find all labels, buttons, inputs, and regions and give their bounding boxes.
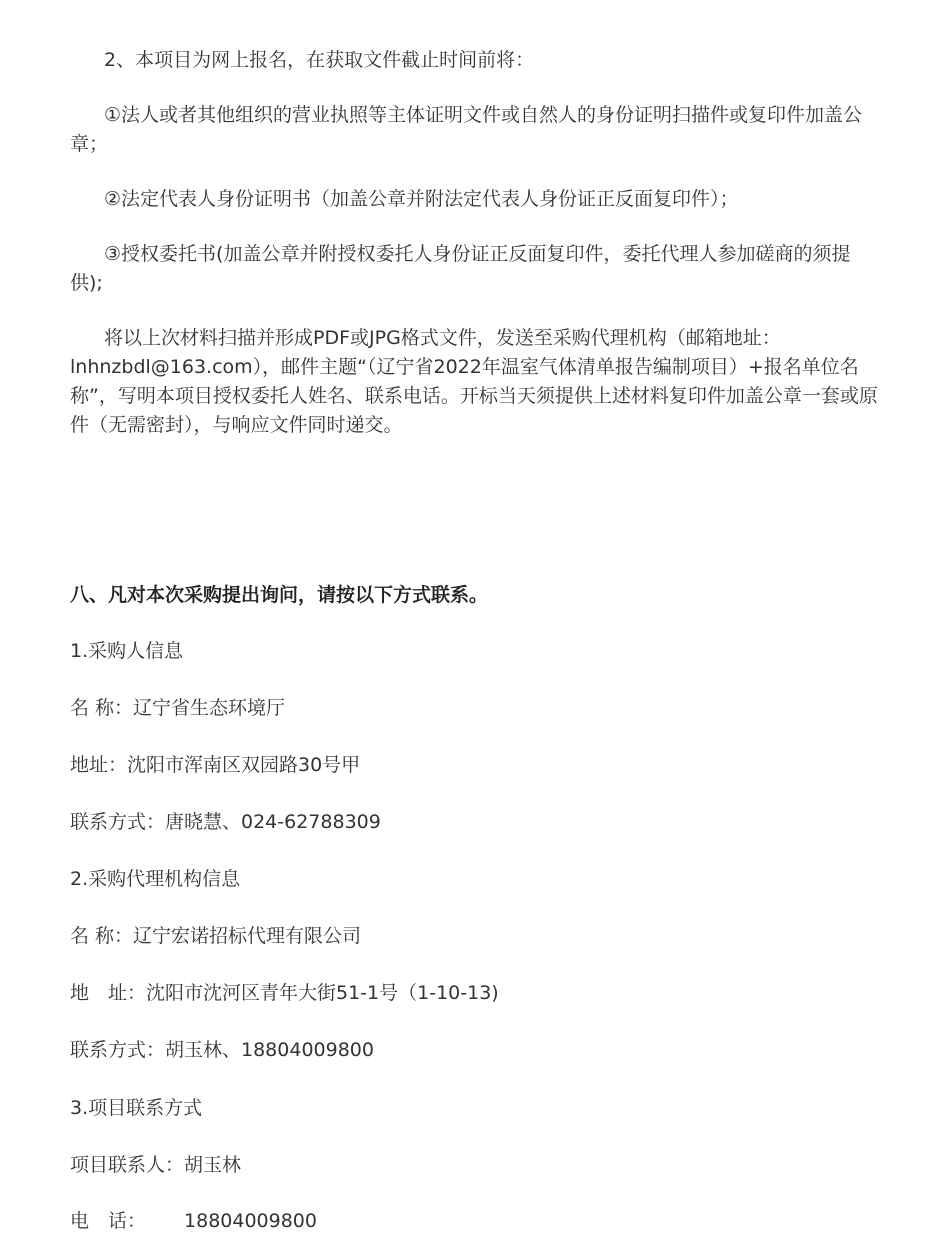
purchaser-phone: 联系方式：唐晓慧、024-62788309: [70, 811, 381, 833]
registration-intro: 2、本项目为网上报名，在获取文件截止时间前将：: [104, 49, 535, 71]
project-phone-label: 电 话：: [70, 1210, 147, 1232]
registration-submission-note: 将以上次材料扫描并形成PDF或JPG格式文件，发送至采购代理机构（邮箱地址：lnhnzbdl@163.com），邮件主题“（辽宁省2022年温室气体清单报告编制项目）+报名单位名称”，写明本项目授权委托人姓名、联系电话。开标当天须提供上述材料复印件加盖公章一套或原件（无需密封），与响应文件同时递交。: [70, 327, 878, 436]
agency-title: 2.采购代理机构信息: [70, 868, 241, 890]
agency-name: 名 称：辽宁宏诺招标代理有限公司: [70, 925, 362, 947]
purchaser-address: 地址：沈阳市浑南区双园路30号甲: [70, 754, 361, 776]
agency-phone: 联系方式：胡玉林、18804009800: [70, 1039, 374, 1061]
purchaser-title: 1.采购人信息: [70, 640, 184, 662]
contact-heading: 八、凡对本次采购提出询问，请按以下方式联系。: [70, 584, 489, 606]
project-phone: [70, 1207, 317, 1236]
project-phone-value: 18804009800: [184, 1210, 317, 1232]
purchaser-name: 名 称：辽宁省生态环境厅: [70, 697, 286, 719]
registration-item-1: ①法人或者其他组织的营业执照等主体证明文件或自然人的身份证明扫描件或复印件加盖公章；: [70, 104, 863, 155]
agency-address: 地 址：沈阳市沈河区青年大街51-1号（1-10-13): [70, 982, 499, 1004]
registration-item-2: ②法定代表人身份证明书（加盖公章并附法定代表人身份证正反面复印件）；: [104, 188, 739, 210]
registration-item-3: ③授权委托书(加盖公章并附授权委托人身份证正反面复印件，委托代理人参加磋商的须提供);: [70, 243, 851, 294]
project-contact: 项目联系人：胡玉林: [70, 1154, 242, 1176]
project-title: 3.项目联系方式: [70, 1097, 203, 1119]
